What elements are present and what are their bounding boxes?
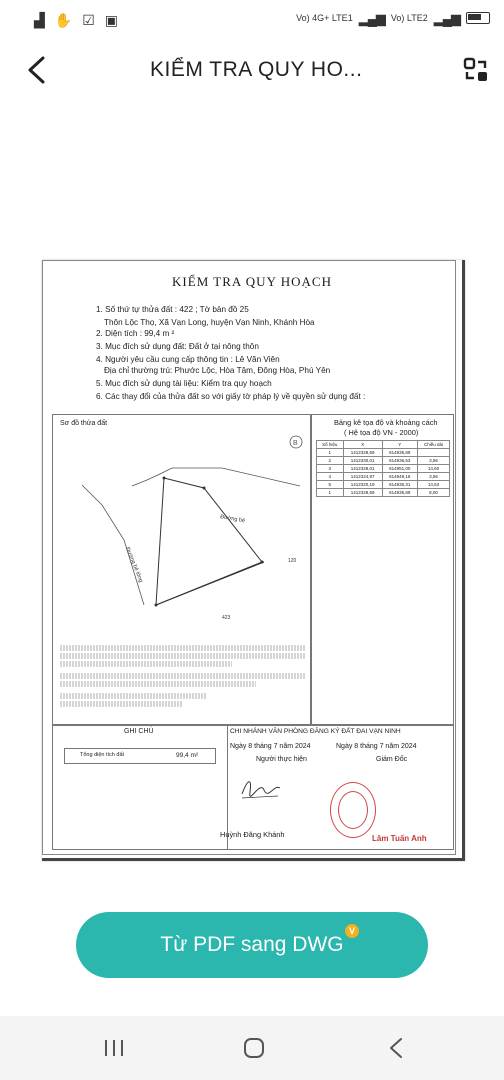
total-area-label: Tổng diện tích đất xyxy=(80,752,125,758)
cell: 2 xyxy=(317,457,344,465)
network-2: Vo) LTE2 xyxy=(390,12,428,23)
cell: 614951,00 xyxy=(382,465,417,473)
table-row xyxy=(317,449,450,457)
coord-header-1: Số hiệu xyxy=(317,441,344,449)
cell: 1 xyxy=(317,449,344,457)
cell: 14,60 xyxy=(417,465,449,473)
doc-line-4: 3. Mục đích sử dụng đất: Đất ở tại nông thôn xyxy=(96,342,259,351)
doc-line-2: Thôn Lộc Thọ, Xã Vạn Long, huyện Vạn Ninh, Khánh Hòa xyxy=(104,318,315,327)
name-right: Lâm Tuấn Anh xyxy=(372,834,427,843)
cell: 4 xyxy=(317,473,344,481)
cell: 3 xyxy=(317,465,344,473)
coord-table xyxy=(316,440,450,497)
nav-back-button[interactable] xyxy=(366,1032,426,1064)
cta-label: Từ PDF sang DWG xyxy=(160,933,344,956)
cell: 8,00 xyxy=(417,489,449,497)
back-chevron-icon xyxy=(388,1037,404,1059)
cell: 1412328,59 xyxy=(343,489,382,497)
status-left-icons xyxy=(34,12,118,29)
signal-icon: ▂▄▆ xyxy=(358,10,385,26)
notes-block xyxy=(60,645,305,707)
cell: 5 xyxy=(317,481,344,489)
cell: 1412320,19 xyxy=(343,481,382,489)
date-left: Ngày 8 tháng 7 năm 2024 xyxy=(230,743,311,750)
cell: 3,56 xyxy=(417,457,449,465)
doc-line-1: 1. Số thứ tự thửa đất : 422 ; Tờ bản đồ 25 xyxy=(96,305,249,314)
doc-line-5: 4. Người yêu cầu cung cấp thông tin : Lê Văn Viên xyxy=(96,355,280,364)
table-row xyxy=(317,481,450,489)
cell: 1412330,01 xyxy=(343,457,382,465)
doc-line-7: 5. Mục đích sử dụng tài liệu: Kiểm tra quy hoạch xyxy=(96,379,272,388)
coord-header-3: Y xyxy=(382,441,417,449)
coord-title-2: ( Hệ tọa độ VN - 2000) xyxy=(344,428,419,437)
cell: 614936,53 xyxy=(382,457,417,465)
status-bar xyxy=(0,0,504,44)
cell: 3,56 xyxy=(417,473,449,481)
cell: 614949,16 xyxy=(382,473,417,481)
doc-line-8: 6. Các thay đổi của thửa đất so với giấy tờ pháp lý về quyền sử dụng đất : xyxy=(96,392,366,401)
official-stamp-icon xyxy=(330,782,376,838)
cell: 1412328,01 xyxy=(343,465,382,473)
parcel-sketch xyxy=(52,430,310,630)
signal-icon-2: ▂▄▆ xyxy=(433,10,460,26)
system-nav-bar xyxy=(0,1016,504,1080)
table-row xyxy=(317,465,450,473)
app-bar xyxy=(0,44,504,96)
table-row xyxy=(317,473,450,481)
back-button[interactable] xyxy=(16,50,56,90)
checkbox-icon: ☑ xyxy=(82,12,95,28)
sketch-label: Sơ đồ thửa đất xyxy=(60,420,108,427)
name-left: Huỳnh Đăng Khánh xyxy=(220,830,285,839)
share-swap-icon xyxy=(463,57,489,83)
home-icon xyxy=(243,1037,265,1059)
role-right: Giám Đốc xyxy=(376,756,408,763)
chevron-left-icon xyxy=(25,55,47,85)
svg-text:B: B xyxy=(293,440,298,447)
cell: 1 xyxy=(317,489,344,497)
cell: 1412328,59 xyxy=(343,449,382,457)
share-button[interactable] xyxy=(460,54,492,86)
total-area-value: 99,4 m² xyxy=(176,752,199,759)
notes-cell xyxy=(52,724,228,850)
parcel-number: 423 xyxy=(222,615,231,621)
cell: 14,53 xyxy=(417,481,449,489)
branch-name: CHI NHÁNH VĂN PHÒNG ĐĂNG KÝ ĐẤT ĐAI VẠN NINH xyxy=(230,728,401,735)
signature-left-icon xyxy=(238,772,284,804)
road-label-2: Đường bê tông xyxy=(124,546,144,584)
cell: 1412324,97 xyxy=(343,473,382,481)
cell: 614935,89 xyxy=(382,449,417,457)
cell: 614935,31 xyxy=(382,481,417,489)
recent-apps-icon xyxy=(103,1038,125,1058)
coord-header-4: Chiều dài xyxy=(417,441,449,449)
pdf-to-dwg-button[interactable] xyxy=(76,912,428,978)
status-right-icons xyxy=(296,12,490,24)
home-button[interactable] xyxy=(224,1032,284,1064)
cell xyxy=(417,449,449,457)
date-right: Ngày 8 tháng 7 năm 2024 xyxy=(336,743,417,750)
image-icon: ▣ xyxy=(104,12,119,28)
doc-line-6: Địa chỉ thường trú: Phước Lộc, Hòa Tâm, Đông Hòa, Phú Yên xyxy=(104,366,331,375)
side-number: 120 xyxy=(288,558,297,564)
ghi-chu-label: GHI CHÚ xyxy=(124,728,154,735)
premium-badge: V xyxy=(345,924,359,938)
battery-icon xyxy=(466,12,490,24)
signal-bars-icon: ▟ xyxy=(34,12,45,28)
document-title: KIỂM TRA QUY HOẠCH xyxy=(172,274,332,289)
page-title: KIỂM TRA QUY HO... xyxy=(150,58,363,81)
network-1: Vo) 4G+ LTE1 xyxy=(296,12,353,23)
table-row xyxy=(317,489,450,497)
coord-header-2: X xyxy=(343,441,382,449)
coord-title-1: Bảng kê tọa độ và khoảng cách xyxy=(334,418,438,427)
recent-apps-button[interactable] xyxy=(84,1032,144,1064)
cell: 614935,89 xyxy=(382,489,417,497)
road-label-1: Đường bê xyxy=(219,514,246,525)
table-row xyxy=(317,457,450,465)
role-left: Người thực hiện xyxy=(256,756,307,763)
hand-icon: ✋ xyxy=(54,12,73,28)
doc-line-3: 2. Diện tích : 99,4 m ² xyxy=(96,329,175,338)
